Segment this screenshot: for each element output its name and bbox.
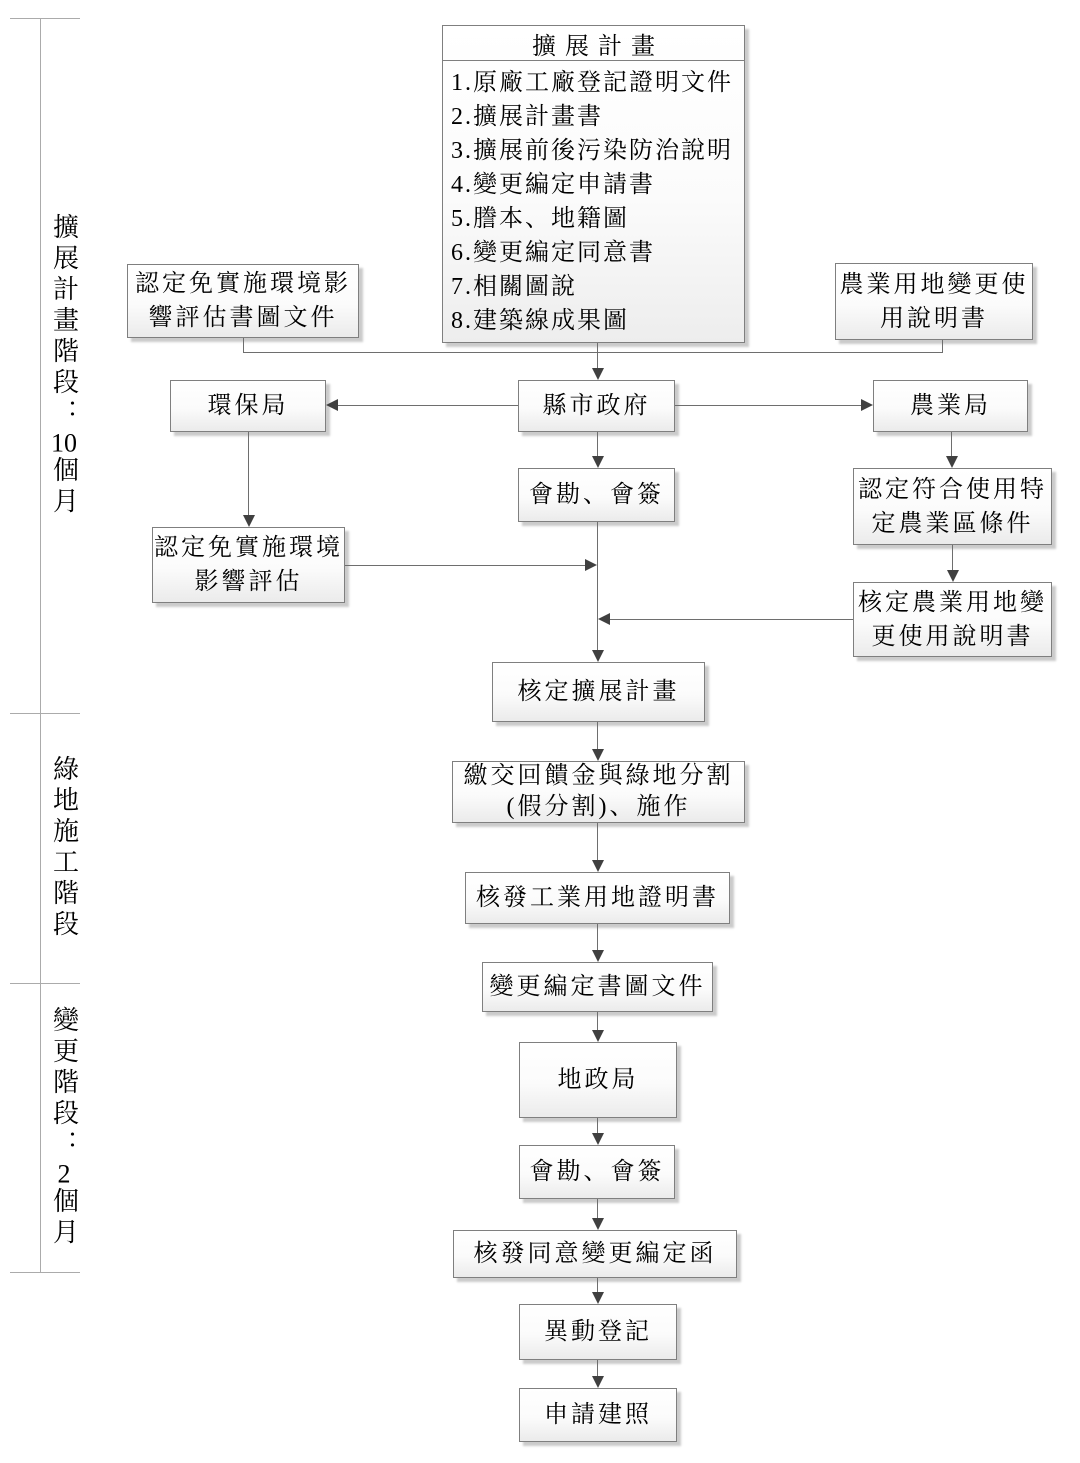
connector-land-bureau-to-survey2 (597, 1118, 598, 1134)
connector-merge-bar (243, 352, 943, 353)
connector-feedback-to-cert (597, 823, 598, 861)
flow-node-building-permit-application: 申請建照 (519, 1388, 677, 1442)
connector-cert-to-rezoning-docs (597, 924, 598, 951)
connector-letter-to-registration (597, 1278, 598, 1293)
expansion-plan-document-list (443, 61, 744, 338)
phase-bracket-tick-4 (10, 1272, 80, 1273)
flow-node-feedback-fee-green-split: 繳交回饋金與綠地分割 (假分割)、施作 (452, 761, 745, 823)
connector-approve-doc-to-spine (610, 619, 853, 620)
connector-agri-to-criteria (951, 432, 952, 457)
connector-survey-to-approve-expansion (597, 522, 598, 651)
phase-label-change-stage: 變更階段：2個月 (49, 1006, 79, 1249)
connector-exempt-eia-to-spine (345, 565, 585, 566)
arrowhead-into-exempt-eia (243, 515, 255, 527)
arrowhead-exempt-eia-join (585, 559, 597, 571)
list-item: 4.變更編定申請書 (451, 172, 655, 198)
arrowhead-into-feedback (592, 749, 604, 761)
connector-rezoning-docs-to-land-bureau (597, 1012, 598, 1031)
arrowhead-into-agri-bureau (861, 399, 873, 411)
connector-criteria-to-approve-doc (952, 545, 953, 571)
flow-node-rezoning-documents: 變更編定書圖文件 (482, 962, 713, 1012)
list-item: 8.建築線成果圖 (451, 308, 629, 334)
flow-node-approve-expansion-plan: 核定擴展計畫 (492, 662, 705, 722)
connector-plan-to-countygov (597, 343, 598, 369)
connector-countygov-to-survey (597, 432, 598, 457)
expansion-plan-title: 擴展計畫 (443, 26, 744, 61)
arrowhead-into-approve-expansion (592, 650, 604, 662)
flow-node-county-government: 縣市政府 (518, 380, 675, 432)
arrowhead-into-approve-agri-doc (947, 570, 959, 582)
flow-node-exempt-eia-documents: 認定免實施環境影 響評估書圖文件 (127, 264, 359, 338)
arrowhead-into-epa-bureau (326, 399, 338, 411)
flow-node-agri-zone-criteria: 認定符合使用特 定農業區條件 (853, 468, 1052, 545)
arrowhead-into-joint-survey-2 (592, 1133, 604, 1145)
connector-approve-to-feedback (597, 722, 598, 750)
flow-node-change-registration: 異動登記 (519, 1304, 677, 1360)
list-item: 7.相關圖說 (451, 274, 577, 300)
list-item: 6.變更編定同意書 (451, 240, 655, 266)
phase-label-green-construction-stage: 綠地施工階段 (49, 755, 79, 941)
phase-label-expansion-plan-stage: 擴展計畫階段：10個月 (49, 213, 79, 518)
flow-node-industrial-land-certificate: 核發工業用地證明書 (465, 872, 730, 924)
connector-survey2-to-letter (597, 1199, 598, 1219)
arrowhead-into-joint-survey-1 (592, 456, 604, 468)
flow-node-epa-bureau: 環保局 (170, 380, 326, 432)
arrowhead-approve-doc-join (598, 613, 610, 625)
arrowhead-into-industrial-cert (592, 860, 604, 872)
arrowhead-into-rezoning-docs (592, 950, 604, 962)
arrowhead-into-rezoning-letter (592, 1218, 604, 1230)
arrowhead-into-land-bureau (592, 1030, 604, 1042)
connector-exempt-docs-drop (243, 338, 244, 353)
flow-node-land-bureau: 地政局 (519, 1042, 677, 1118)
connector-countygov-to-agri (675, 405, 861, 406)
connector-registration-to-permit (597, 1360, 598, 1377)
connector-epa-to-exempt-eia (248, 432, 249, 516)
flow-node-rezoning-approval-letter: 核發同意變更編定函 (453, 1230, 737, 1278)
flow-node-expansion-plan-documents (442, 25, 745, 343)
arrowhead-into-building-permit (592, 1376, 604, 1388)
arrowhead-into-criteria (946, 456, 958, 468)
flow-node-joint-survey-sign-1: 會勘、會簽 (518, 468, 675, 522)
flow-node-agriculture-bureau: 農業局 (873, 380, 1028, 432)
connector-countygov-to-epa (338, 405, 518, 406)
flow-node-agri-land-use-doc: 農業用地變更使 用說明書 (835, 263, 1033, 340)
arrowhead-into-change-registration (592, 1292, 604, 1304)
list-item: 1.原廠工廠登記證明文件 (451, 70, 733, 96)
list-item: 2.擴展計畫書 (451, 104, 603, 130)
flow-node-exempt-eia: 認定免實施環境 影響評估 (152, 527, 345, 603)
flow-node-joint-survey-sign-2: 會勘、會簽 (519, 1145, 675, 1199)
phase-bracket-vertical-line (40, 18, 41, 1272)
list-item: 5.謄本、地籍圖 (451, 206, 629, 232)
flow-node-approve-agri-land-doc: 核定農業用地變 更使用說明書 (853, 582, 1052, 657)
list-item: 3.擴展前後污染防治說明 (451, 138, 733, 164)
arrowhead-into-county-gov (592, 368, 604, 380)
